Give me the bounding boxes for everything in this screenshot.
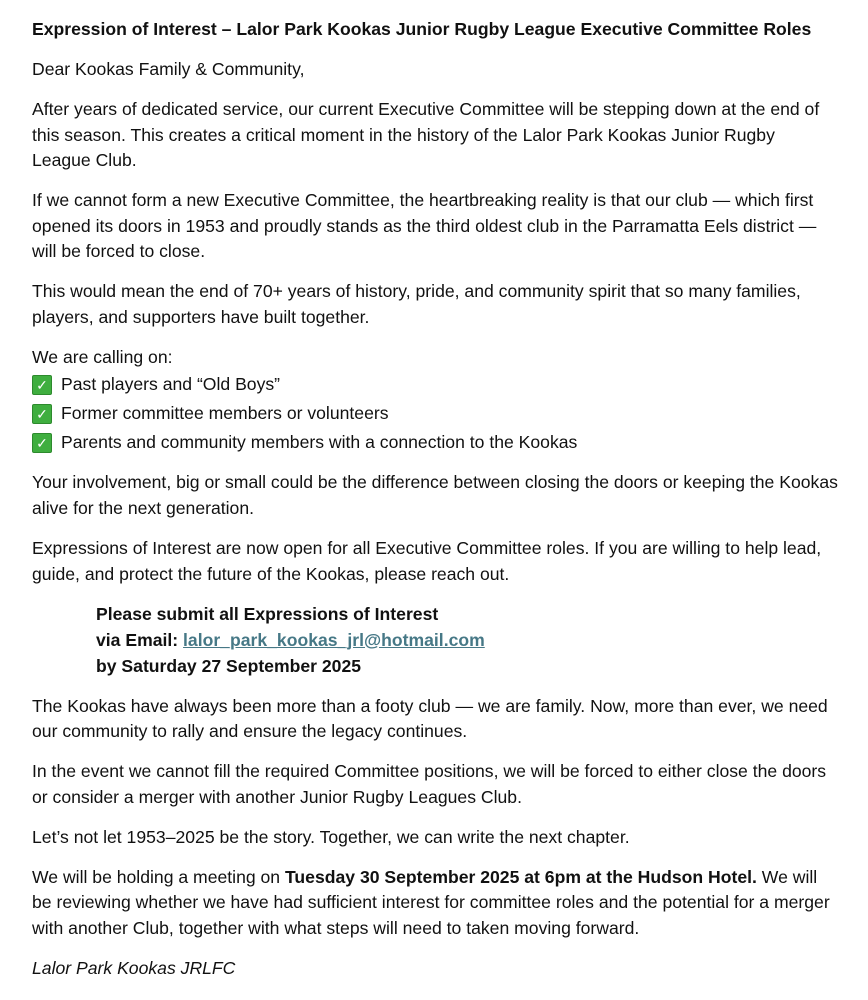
submission-details	[96, 602, 838, 680]
email-line	[96, 628, 838, 654]
calling-list	[32, 370, 838, 457]
deadline: by Saturday 27 September 2025	[96, 655, 362, 676]
check-mark-icon: ✓	[32, 433, 52, 453]
paragraph: After years of dedicated service, our current Executive Committee will be stepping down at the end of this season. This creates a critical moment in the history of the Lalor Park Kookas Junior Rugby League Club.	[32, 98, 820, 171]
check-mark-icon: ✓	[32, 404, 52, 424]
document-title: Expression of Interest – Lalor Park Kookas Junior Rugby League Executive Committee Roles	[32, 19, 812, 39]
paragraph: If we cannot form a new Executive Committee, the heartbreaking reality is that our club — which first opened its doors in 1953 and proudly stands as the third oldest club in the Parramatta Eels district — will be forced to close.	[32, 190, 817, 262]
signature: Lalor Park Kookas JRLFC	[32, 957, 236, 978]
email-label: via Email:	[96, 629, 184, 650]
paragraph: In the event we cannot fill the required Committee positions, we will be forced to either close the doors or consider a merger with another Junior Rugby Leagues Club.	[32, 761, 827, 807]
document	[32, 17, 838, 996]
meeting-paragraph	[32, 865, 838, 942]
paragraph: Let’s not let 1953–2025 be the story. Together, we can write the next chapter.	[32, 826, 630, 847]
list-item	[32, 370, 838, 399]
submit-instruction: Please submit all Expressions of Interest	[96, 603, 439, 624]
list-item	[32, 399, 838, 428]
paragraph: This would mean the end of 70+ years of history, pride, and community spirit that so many families, players, and supporters have built together.	[32, 281, 801, 327]
greeting: Dear Kookas Family & Community,	[32, 58, 305, 79]
meeting-datetime: Tuesday 30 September 2025 at 6pm at the Hudson Hotel.	[284, 866, 757, 887]
list-item-text: Parents and community members with a connection to the Kookas	[61, 432, 578, 453]
list-item-text: Past players and “Old Boys”	[61, 374, 281, 395]
paragraph: Expressions of Interest are now open for all Executive Committee roles. If you are willing to help lead, guide, and protect the future of the Kookas, please reach out.	[32, 538, 822, 584]
calling-intro: We are calling on:	[32, 346, 173, 367]
list-item	[32, 428, 838, 457]
meeting-text: We will be holding a meeting on	[32, 866, 285, 887]
paragraph: The Kookas have always been more than a footy club — we are family. Now, more than ever, we need our community to rally and ensure the legacy continues.	[32, 695, 828, 742]
check-mark-icon: ✓	[32, 375, 52, 395]
list-item-text: Former committee members or volunteers	[61, 403, 389, 424]
email-link[interactable]: lalor_park_kookas_jrl@hotmail.com	[183, 629, 485, 650]
meeting-text: We will be reviewing whether we have had sufficient interest for committee roles and the potential for a merger with another Club, together with what steps will need to taken moving forward.	[32, 866, 830, 938]
paragraph: Your involvement, big or small could be the difference between closing the doors or keeping the Kookas alive for the next generation.	[32, 472, 838, 519]
